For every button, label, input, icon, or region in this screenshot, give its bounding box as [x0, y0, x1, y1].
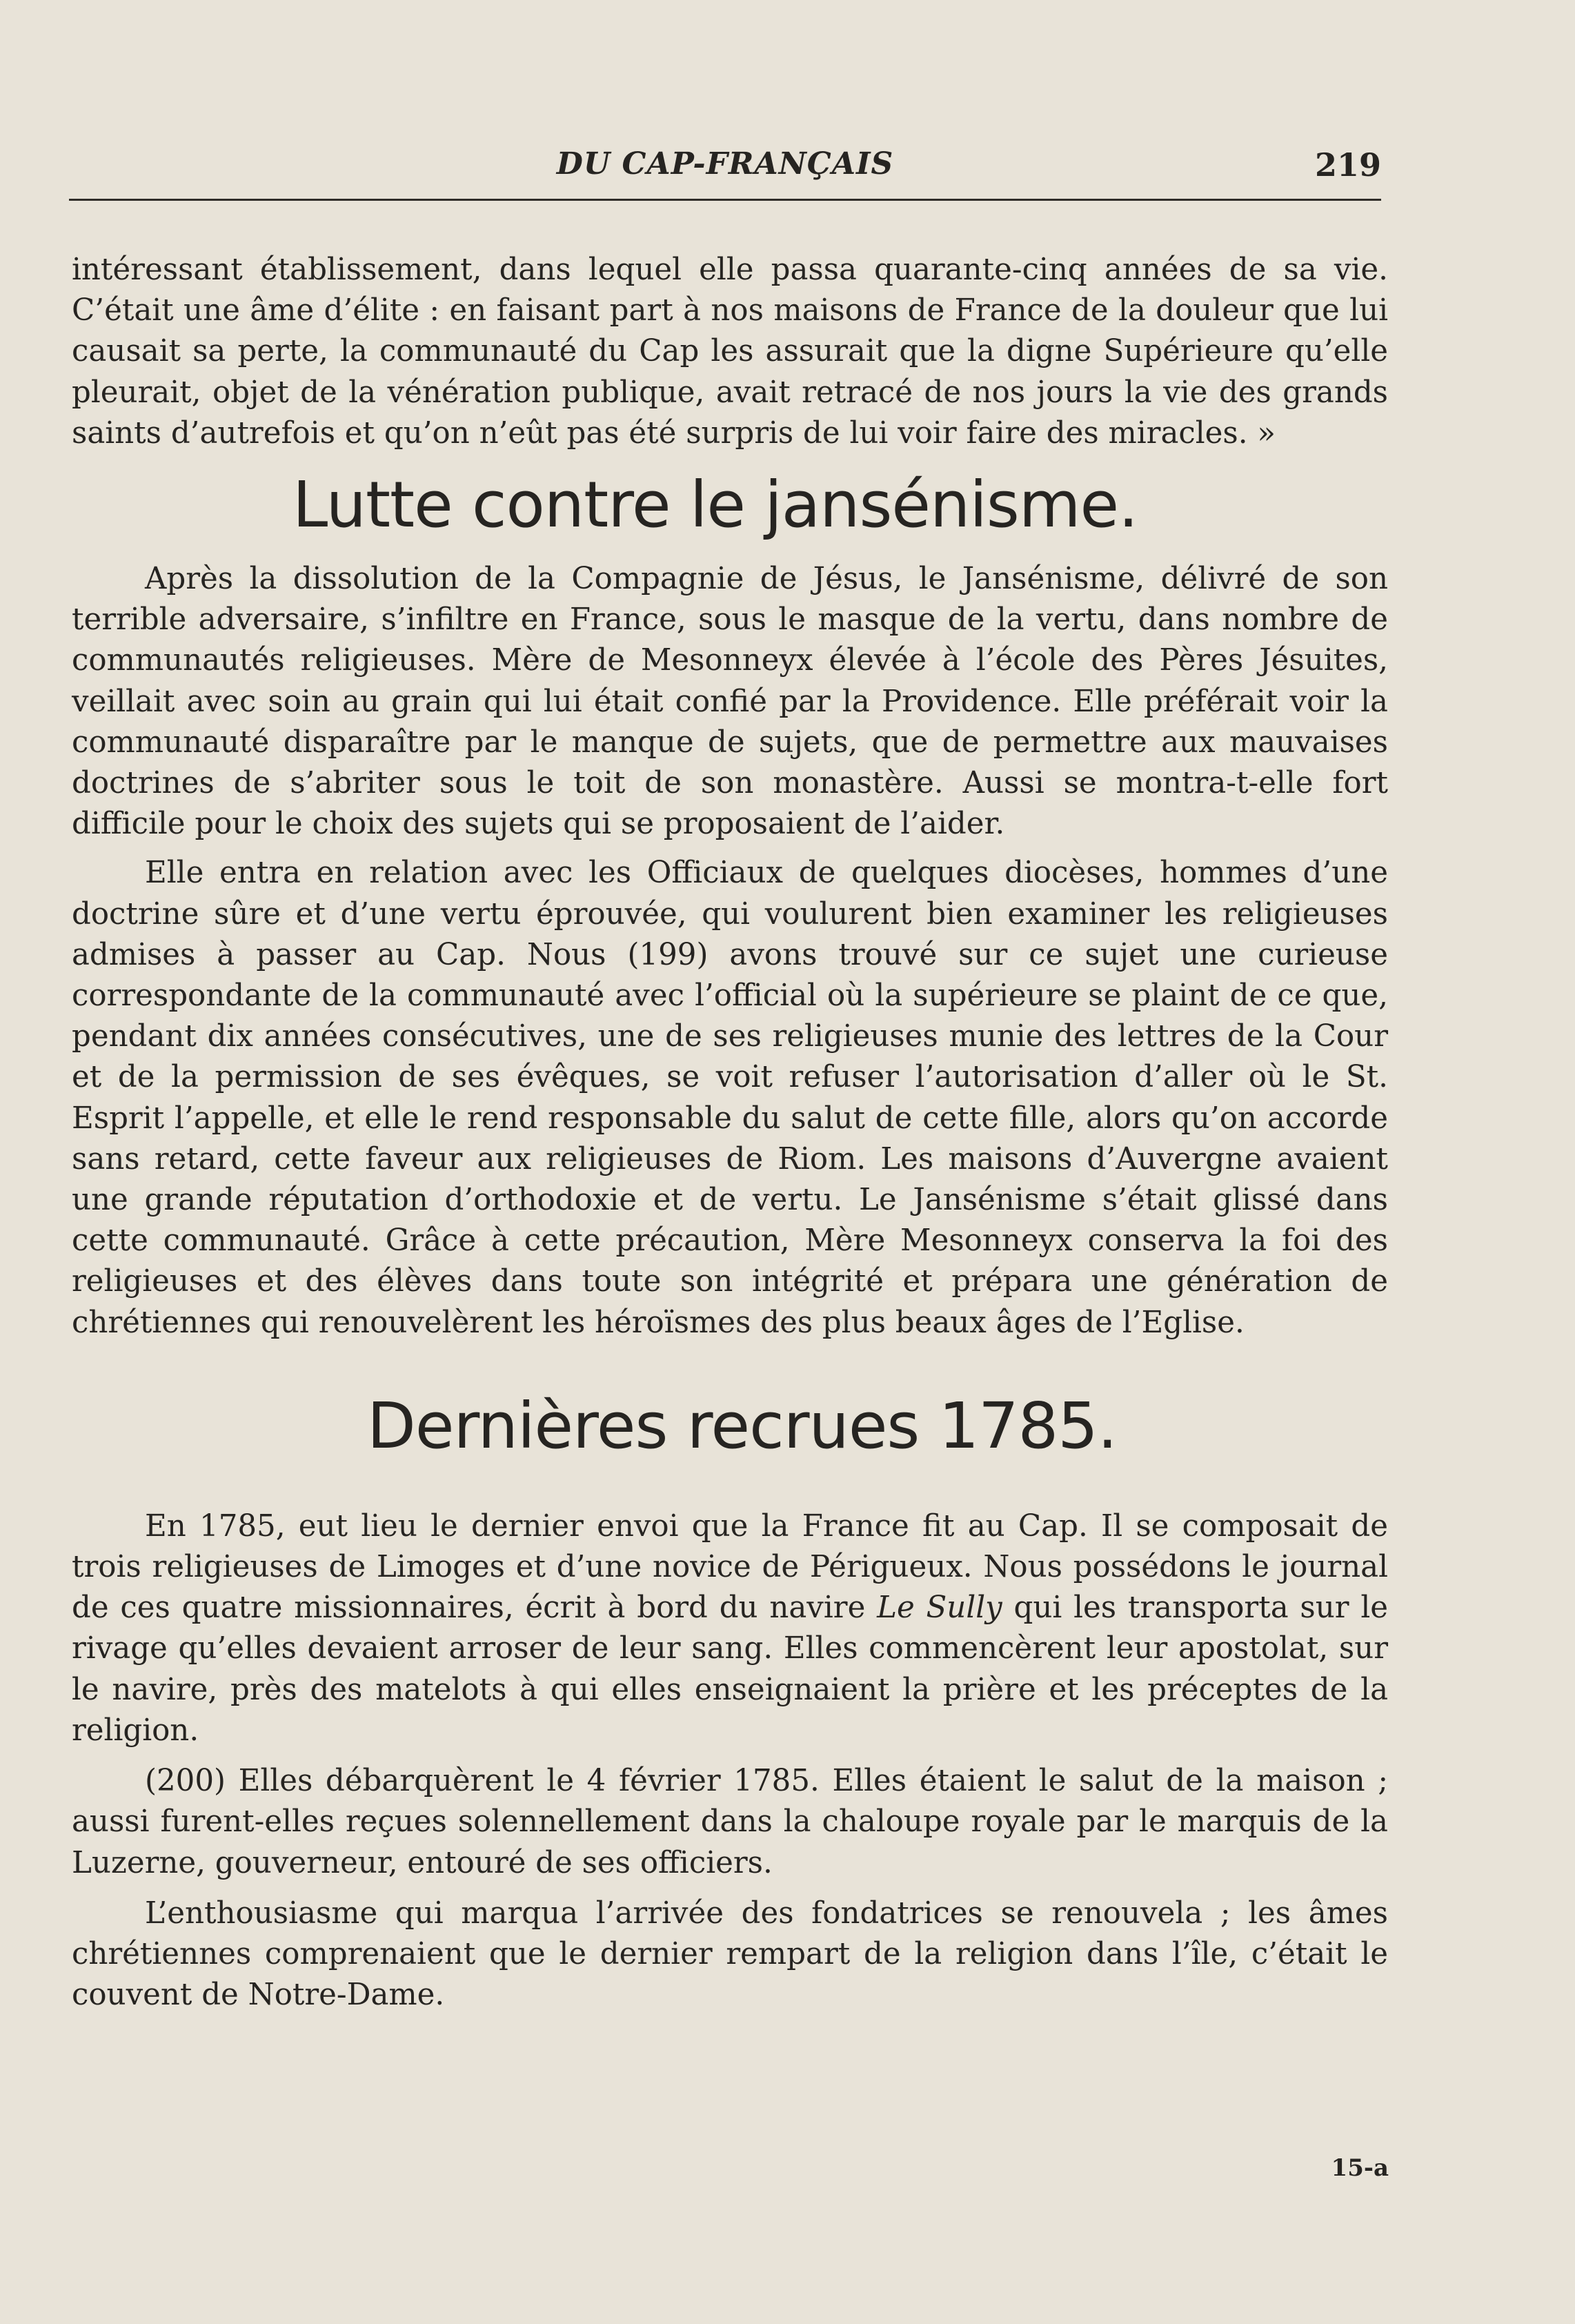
- section-heading-jansenisme: Lutte contre le jansénisme.: [293, 468, 1138, 542]
- page-body: [72, 250, 1388, 2016]
- section-heading-dernieres-recrues: Dernières recrues 1785.: [367, 1388, 1117, 1463]
- paragraph-4: [72, 1506, 1388, 1751]
- paragraph-3: Elle entra en relation avec les Officiaux de quelques diocèses, hommes d’une doctrine sûre et d’une vertu éprouvée, qui voulurent bien examiner les religieuses admises à passer au Cap. Nous (199) avons trouvé sur ce sujet une curieuse correspondante de la communauté avec l’official où la supérieure se plaint de ce que, pendant dix années consécutives, une de ses religieuses munie des lettres de la Cour et de la permission de ses évêques, se voit refuser l’autorisation d’aller où le St. Esprit l’appelle, et elle le rend responsable du salut de cette fille, alors qu’on accorde sans retard, cette faveur aux religieuses de Riom. Les maisons d’Auvergne avaient une grande réputation d’orthodoxie et de vertu. Le Jansénisme s’était glissé dans cette communauté. Grâce à cette précaution, Mère Mesonneyx conserva la foi des religieuses et des élèves dans toute son intégrité et prépara une génération de chrétiennes qui renouvelèrent les héroïsmes des plus beaux âges de l’Eglise.: [72, 856, 1388, 1340]
- paragraph-5: (200) Elles débarquèrent le 4 février 1785. Elles étaient le salut de la maison ; aussi furent-elles reçues solennellement dans la chaloupe royale par le marquis de la Luzerne, gouverneur, entouré de ses officiers.: [72, 1764, 1388, 1880]
- paragraph-4-text-a: En 1785, eut lieu le dernier envoi que la France fit au Cap. Il se composait de trois religieuses de Limoges et d’une novice de Périgueux. Nous possédons le journal de ces quatre missionnaires, écrit à bord du navire: [72, 1508, 1388, 1626]
- header-rule: [69, 199, 1381, 201]
- page-header: [69, 146, 1381, 196]
- paragraph-2: Après la dissolution de la Compagnie de Jésus, le Jansénisme, délivré de son terrible adversaire, s’infiltre en France, sous le masque de la vertu, dans nombre de communautés religieuses. Mère de Mesonneyx élevée à l’école des Pères Jésuites, veillait avec soin au grain qui lui était confié par la Providence. Elle préférait voir la communauté disparaître par le manque de sujets, que de permettre aux mauvaises doctrines de s’abriter sous le toit de son monastère. Aussi se montra-t-elle fort difficile pour le choix des sujets qui se proposaient de l’aider.: [72, 562, 1388, 842]
- page-number: 219: [1314, 146, 1381, 184]
- running-title: DU CAP-FRANÇAIS: [556, 146, 894, 181]
- paragraph-1: intéressant établissement, dans lequel elle passa quarante-cinq années de sa vie. C’était une âme d’élite : en faisant part à nos maisons de France de la douleur que lui causait sa perte, la communauté du Cap les assurait que la digne Supérieure qu’elle pleurait, objet de la vénération publique, avait retracé de nos jours la vie des grands saints d’autrefois et qu’on n’eût pas été surpris de lui voir faire des miracles. »: [72, 253, 1388, 451]
- paragraph-4-text-b: qui les transporta sur le rivage qu’elles devaient arroser de leur sang. Elles commencèrent leur apostolat, sur le navire, près des matelots à qui elles enseignaient la prière et les préceptes de la religion.: [72, 1591, 1388, 1748]
- paragraph-6: L’enthousiasme qui marqua l’arrivée des fondatrices se renouvela ; les âmes chrétiennes comprenaient que le dernier rempart de la religion dans l’île, c’était le couvent de Notre-Dame.: [72, 1895, 1388, 2013]
- signature-mark: 15-a: [1331, 2154, 1389, 2182]
- ship-name: Le Sully: [877, 1591, 1002, 1626]
